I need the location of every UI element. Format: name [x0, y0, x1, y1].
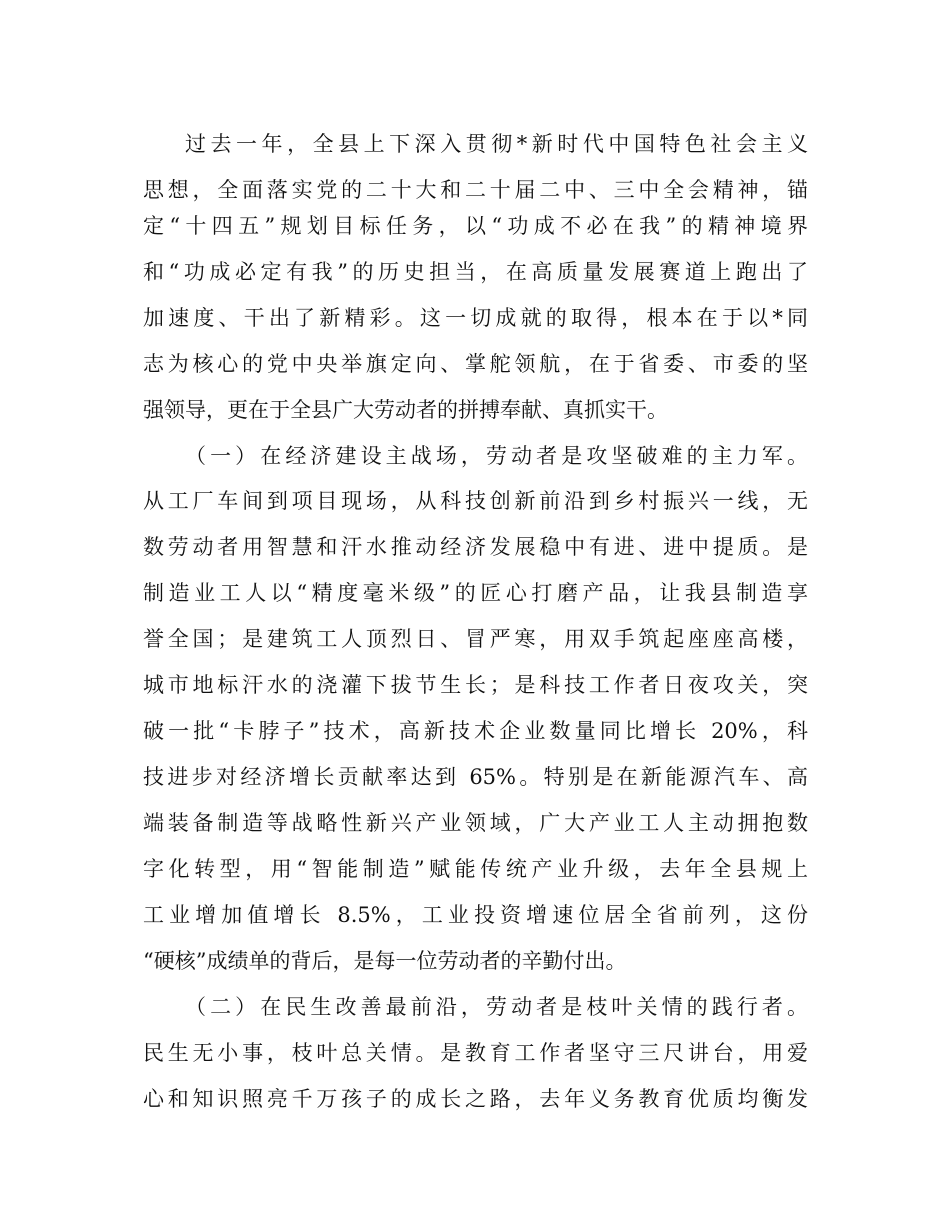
text-line: 誉全国；是建筑工人顶烈日、冒严寒，用双手筑起座座高楼，: [143, 627, 808, 651]
text-line: 字化转型，用“智能制造”赋能传统产业升级，去年全县规上: [143, 857, 808, 881]
text-line: 强领导，更在于全县广大劳动者的拼搏奉献、真抓实干。: [143, 398, 668, 422]
text-line: 志为核心的党中央举旗定向、掌舵领航，在于省委、市委的坚: [143, 352, 808, 376]
text-line: 思想，全面落实党的二十大和二十届二中、三中全会精神，锚: [143, 178, 808, 202]
text-line: 数劳动者用智慧和汗水推动经济发展稳中有进、进中提质。是: [143, 535, 808, 559]
text-line: 加速度、干出了新精彩。这一切成就的取得，根本在于以*同: [143, 306, 808, 330]
text-line: 民生无小事，枝叶总关情。是教育工作者坚守三尺讲台，用爱: [143, 1041, 808, 1065]
text-line: 和“功成必定有我”的历史担当，在高质量发展赛道上跑出了: [143, 260, 808, 284]
text-line: 工业增加值增长 8.5%，工业投资增速位居全省前列，这份: [143, 903, 808, 927]
text-line: 端装备制造等战略性新兴产业领域，广大产业工人主动拥抱数: [143, 811, 808, 835]
text-line: 从工厂车间到项目现场，从科技创新前沿到乡村振兴一线，无: [143, 489, 808, 513]
section-heading-line: （一）在经济建设主战场，劳动者是攻坚破难的主力军。: [185, 444, 808, 468]
text-line: 技进步对经济增长贡献率达到 65%。特别是在新能源汽车、高: [143, 765, 808, 789]
text-line: 定“十四五”规划目标任务，以“功成不必在我”的精神境界: [143, 214, 808, 238]
text-line: “硬核”成绩单的背后，是每一位劳动者的辛勤付出。: [143, 949, 627, 973]
text-line: 制造业工人以“精度毫米级”的匠心打磨产品，让我县制造享: [143, 581, 808, 605]
text-line: 城市地标汗水的浇灌下拔节生长；是科技工作者日夜攻关，突: [143, 673, 808, 697]
text-line: 过去一年，全县上下深入贯彻*新时代中国特色社会主义: [185, 132, 808, 156]
section-heading-line: （二）在民生改善最前沿，劳动者是枝叶关情的践行者。: [185, 995, 808, 1019]
text-line: 心和知识照亮千万孩子的成长之路，去年义务教育优质均衡发: [143, 1087, 808, 1111]
text-line: 破一批“卡脖子”技术，高新技术企业数量同比增长 20%，科: [143, 719, 808, 743]
